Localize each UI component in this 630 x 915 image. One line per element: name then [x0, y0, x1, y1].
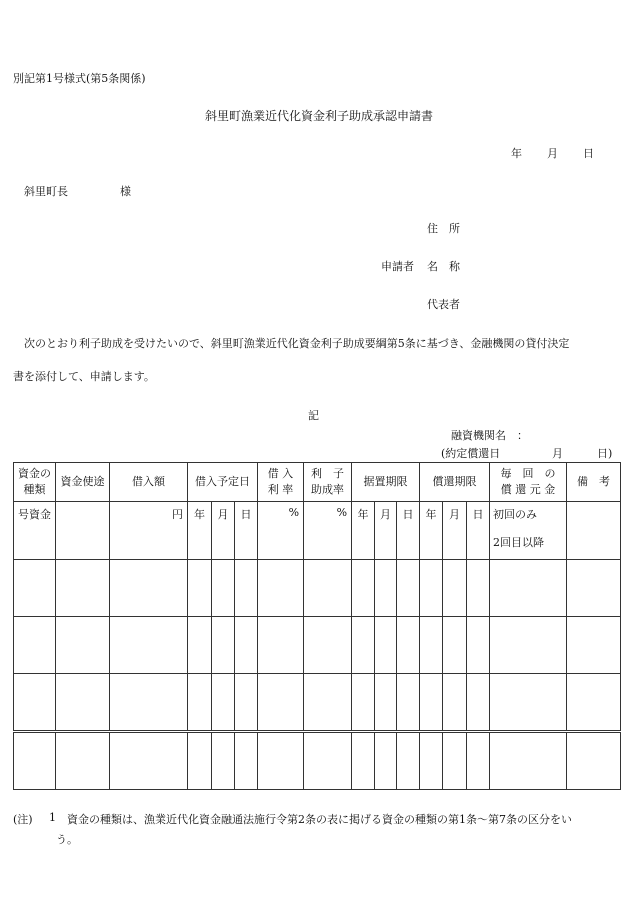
header-repayment: 償還期限: [420, 463, 490, 502]
table-row: [14, 674, 621, 732]
document-title: 斜里町漁業近代化資金利子助成承認申請書: [205, 109, 434, 123]
applicant-role-label: 申請者: [381, 260, 414, 273]
cell-repayment-year[interactable]: 年: [420, 502, 443, 560]
cell-fund-type[interactable]: 号資金: [14, 502, 56, 560]
cell-deferment-month[interactable]: 月: [375, 502, 397, 560]
date-month: 月: [547, 147, 558, 160]
header-fund-type: 資金の 種類: [14, 463, 56, 502]
first-time-label: 初回のみ: [493, 508, 538, 521]
body-line-1: 次のとおり利子助成を受けたいので、斜里町漁業近代化資金利子助成要綱第5条に基づき、金融機関の貸付決定: [24, 337, 570, 350]
cell-repayment-month[interactable]: 月: [443, 502, 467, 560]
header-installment: 毎 回 の 償 還 元 金: [490, 463, 567, 502]
header-deferment: 据置期限: [352, 463, 420, 502]
header-rate: 借 入 利 率: [258, 463, 304, 502]
note-line-1: 資金の種類は、漁業近代化資金融通法施行令第2条の表に掲げる資金の種類の第1条～第7条の区分をい: [67, 813, 572, 826]
table-total-row: [14, 732, 621, 790]
cell-remarks[interactable]: [567, 502, 621, 560]
lender-label: 融資機関名 ：: [451, 429, 528, 442]
cell-planned-year[interactable]: 年: [188, 502, 212, 560]
cell-repayment-day[interactable]: 日: [467, 502, 490, 560]
header-amount: 借入額: [110, 463, 188, 502]
ki-heading: 記: [308, 409, 319, 422]
fund-table: [13, 462, 621, 790]
cell-planned-month[interactable]: 月: [212, 502, 235, 560]
date-day: 日: [583, 147, 594, 160]
cell-planned-day[interactable]: 日: [235, 502, 258, 560]
header-planned-date: 借入予定日: [188, 463, 258, 502]
header-use: 資金使途: [56, 463, 110, 502]
header-subsidy-rate: 利 子 助成率: [304, 463, 352, 502]
table-row: [14, 560, 621, 617]
note-number: 1: [49, 811, 56, 824]
addressee-name: 斜里町長: [24, 185, 68, 198]
representative-label: 代表者: [427, 298, 460, 311]
cell-deferment-day[interactable]: 日: [397, 502, 420, 560]
cell-rate[interactable]: %: [258, 502, 304, 560]
form-label: 別記第1号様式(第5条関係): [13, 72, 146, 85]
cell-deferment-year[interactable]: 年: [352, 502, 375, 560]
due-date-month: 月: [552, 447, 563, 460]
body-line-2: 書を添付して、申請します。: [13, 370, 155, 383]
addressee-honorific: 様: [120, 185, 131, 198]
second-onward-label: 2回目以降: [493, 536, 545, 549]
note-label: (注): [13, 813, 33, 826]
cell-subsidy-rate[interactable]: %: [304, 502, 352, 560]
due-date-open: (約定償還日: [441, 447, 501, 460]
due-date-day: 日): [597, 447, 613, 460]
address-label: 住 所: [427, 222, 460, 235]
table-row: [14, 502, 621, 560]
table-row: [14, 617, 621, 674]
header-remarks: 備 考: [567, 463, 621, 502]
cell-installment[interactable]: [490, 502, 567, 560]
cell-use[interactable]: [56, 502, 110, 560]
name-label: 名 称: [427, 260, 460, 273]
date-year: 年: [511, 147, 522, 160]
cell-amount[interactable]: 円: [110, 502, 188, 560]
note-line-2: う。: [56, 833, 78, 846]
table-header-row: [14, 463, 621, 502]
